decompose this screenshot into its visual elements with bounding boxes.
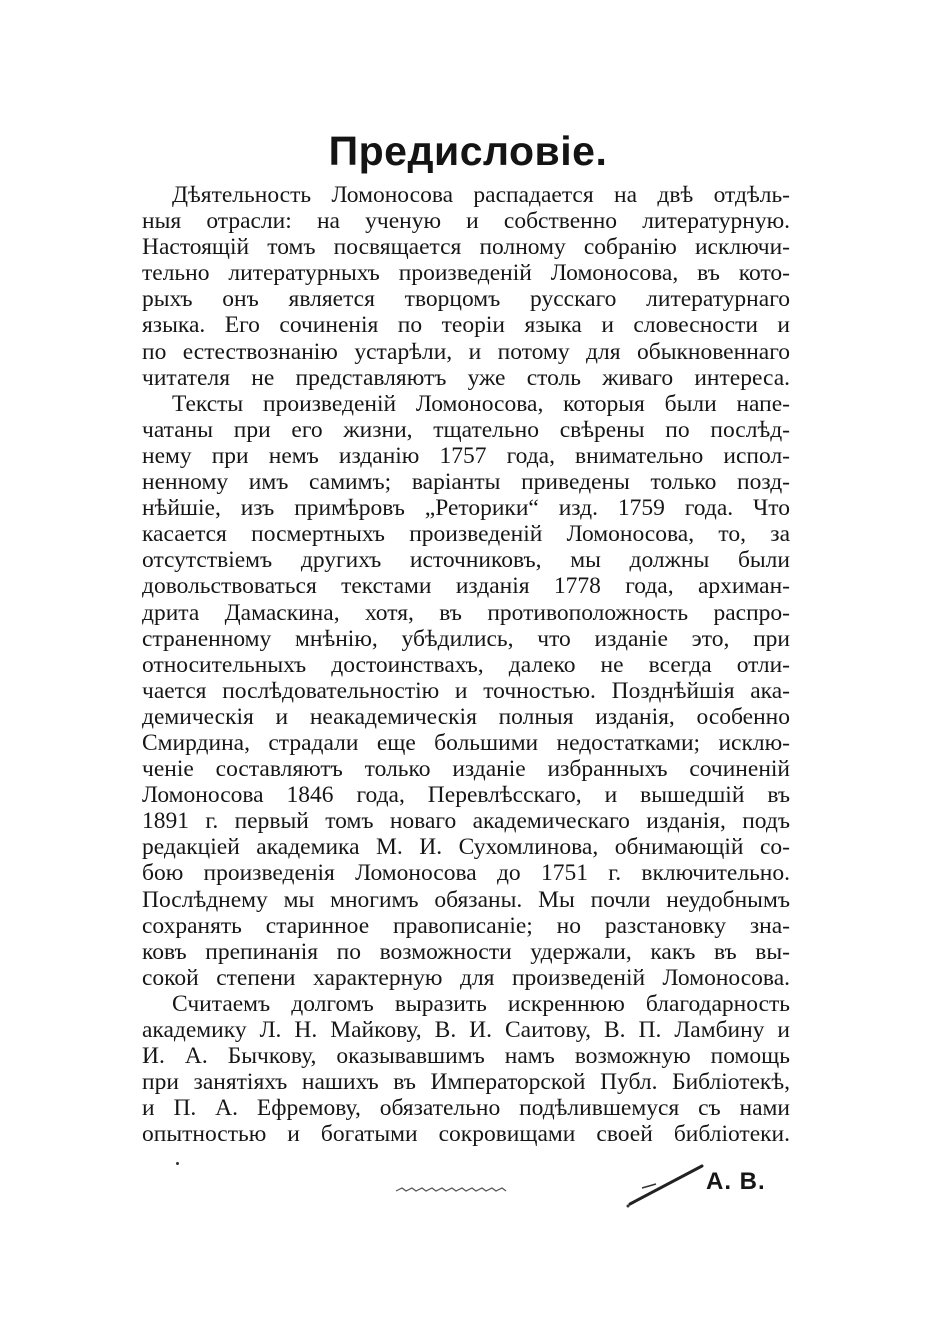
text-line: демическія и неакадемическія полныя изданія, особенно [142,703,790,730]
text-line: ченіе составляютъ только изданіе избранныхъ сочиненій [142,756,790,783]
text-line: чатаны при его жизни, тщательно свѣрены по послѣд- [142,416,790,443]
ornament-divider [394,1185,510,1195]
text-line: дрита Дамаскина, хотя, въ противоположность распро- [142,599,790,626]
text-line: нѣйшіе, изъ примѣровъ „Реторики“ изд. 1759 года. Что [142,495,790,522]
signature-flourish-icon [616,1160,706,1210]
text-line: 1891 г. первый томъ новаго академическаго изданія, подъ [142,808,790,835]
text-line: относительныхъ достоинствахъ, далеко не всегда отли- [142,651,790,678]
text-line: сокой степени характерную для произведеній Ломоносова. [142,964,790,991]
text-line: и П. А. Ефремову, обязательно подѣлившемуся съ нами [142,1095,790,1122]
text-line: Ломоносова 1846 года, Перевлѣсскаго, и вышедшій въ [142,782,790,809]
text-line: по естествознанію устарѣли, и потому для обыкновеннаго [142,338,790,365]
text-line: бою произведенія Ломоносова до 1751 г. включительно. [142,860,790,887]
text-line: при занятіяхъ нашихъ въ Императорской Публ. Библіотекѣ, [142,1069,790,1096]
text-line: Послѣднему мы многимъ обязаны. Мы почли неудобнымъ [142,886,790,913]
text-line: опытностью и богатыми сокровищами своей библіотеки. [142,1121,790,1148]
text-line: Настоящій томъ посвящается полному собранію исключи- [142,234,790,261]
text-line: чается послѣдовательностію и точностью. Позднѣйшія ака- [142,677,790,704]
text-line: И. А. Бычкову, оказывавшимъ намъ возможную помощь [142,1043,790,1070]
text-line: Смирдина, страдали еще большими недостатками; исклю- [142,729,790,756]
text-line: Дѣятельность Ломоносова распадается на двѣ отдѣль- [172,182,790,208]
text-line: довольствоваться текстами изданія 1778 года, архиман- [142,573,790,600]
text-line: касается посмертныхъ произведеній Ломоносова, то, за [142,521,790,548]
text-line: рыхъ онъ является творцомъ русскаго литературнаго [142,286,790,313]
text-line: Считаемъ долгомъ выразить искреннюю благодарность [172,990,790,1017]
text-line: отсутствіемъ другихъ источниковъ, мы должны были [142,547,790,574]
text-line: ныя отрасли: на ученую и собственно литературную. [142,208,790,235]
text-line: сохранять старинное правописаніе; но разстановку зна- [142,912,790,939]
preface-text [142,182,790,1147]
text-line: ковъ препинанія по возможности удержали, какъ въ вы- [142,938,790,965]
author-signature: А. В. [706,1168,766,1195]
page-title: Предисловіе. [328,128,608,174]
text-line: академику Л. Н. Майкову, В. И. Саитову, В. П. Ламбину и [142,1017,790,1043]
text-line: нему при немъ изданію 1757 года, внимательно испол- [142,442,790,469]
ink-speck [176,1162,179,1165]
text-line: тельно литературныхъ произведеній Ломоносова, въ кото- [142,260,790,287]
text-line: языка. Его сочиненія по теоріи языка и словесности и [142,312,790,339]
text-line: Тексты произведеній Ломоносова, которыя были напе- [172,390,790,417]
text-line: страненному мнѣнію, убѣдились, что изданіе это, при [142,625,790,652]
text-line: редакціей академика М. И. Сухомлинова, обнимающій со- [142,834,790,861]
text-line: читателя не представляютъ уже столь живаго интереса. [142,364,790,391]
text-line: ненному имъ самимъ; варіанты приведены только позд- [142,469,790,496]
